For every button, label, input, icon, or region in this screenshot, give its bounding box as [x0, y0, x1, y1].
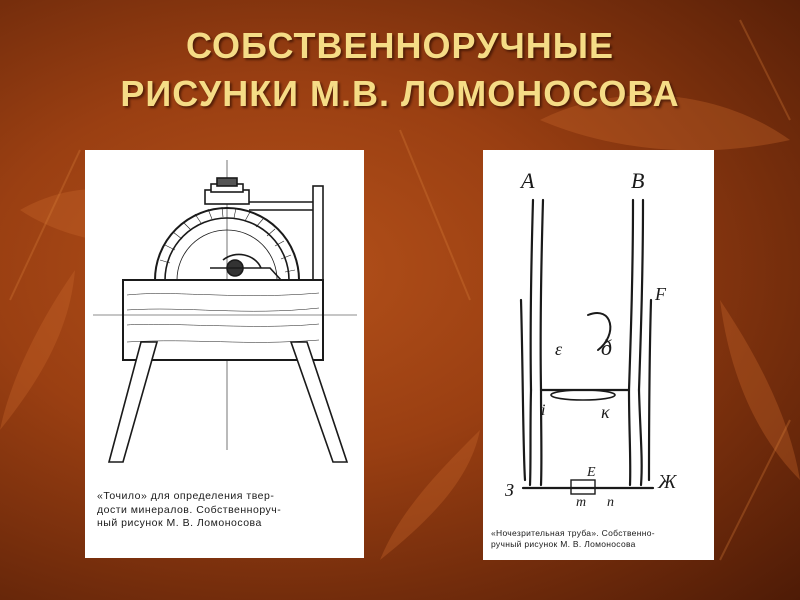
label-d: ð	[601, 335, 612, 360]
label-z: З	[505, 480, 514, 500]
label-n: n	[607, 495, 614, 510]
label-k: κ	[601, 402, 610, 422]
caption-line: «Точило» для определения твер-	[97, 490, 275, 502]
label-e-bottom: Ε	[587, 465, 596, 480]
slide-title	[0, 22, 800, 118]
title-line-2: РИСУНКИ М.В. ЛОМОНОСОВА	[120, 73, 680, 114]
caption-line: дости минералов. Собственноруч-	[97, 503, 282, 516]
figure-grinder	[85, 150, 364, 558]
grinder-caption	[97, 490, 359, 531]
caption-line: ный рисунок М. В. Ломоносова	[97, 517, 262, 529]
label-f: F	[655, 284, 666, 304]
figure-night-tube	[483, 150, 714, 560]
label-zh: Ж	[658, 471, 677, 493]
caption-line: ручный рисунок М. В. Ломоносова	[491, 539, 636, 549]
caption-line: «Ночезрительная труба». Собственно-	[491, 528, 655, 538]
title-line-1: СОБСТВЕННОРУЧНЫЕ	[185, 25, 615, 66]
label-b: B	[631, 168, 645, 193]
label-i: i	[541, 402, 546, 419]
label-m: m	[576, 495, 587, 510]
night-tube-caption	[491, 528, 711, 550]
label-a: A	[521, 168, 535, 193]
label-e-left: ε	[555, 339, 563, 359]
night-tube-sketch	[483, 150, 714, 560]
